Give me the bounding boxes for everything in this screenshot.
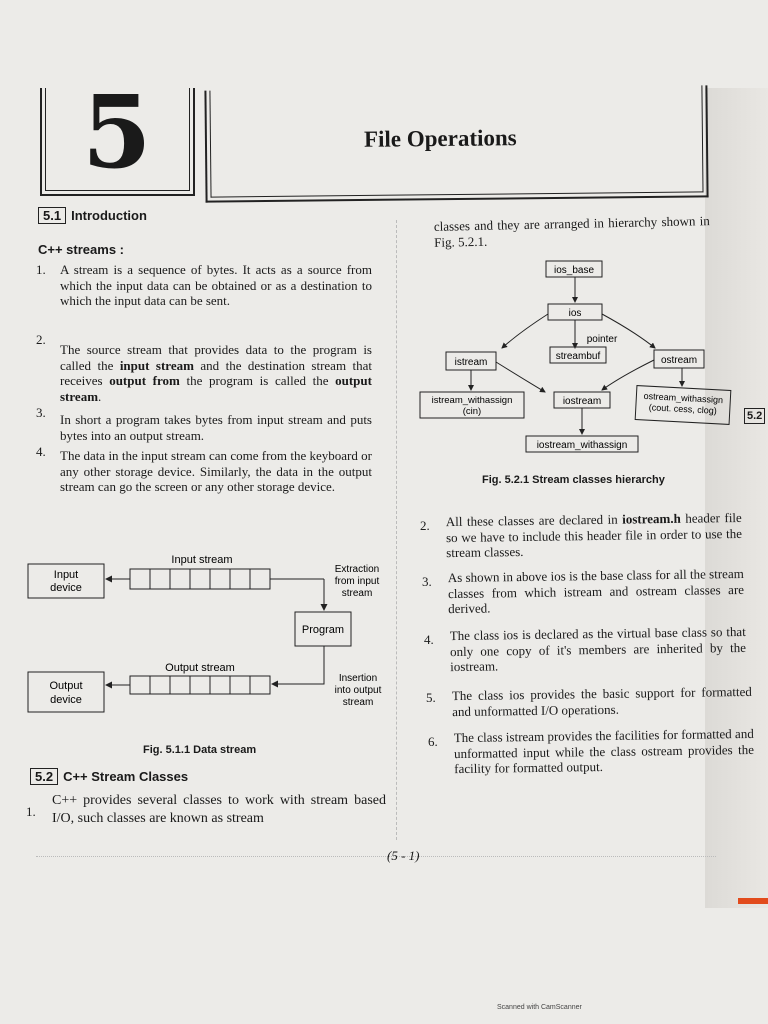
stream-classes-hierarchy-diagram <box>410 252 740 462</box>
list-item: The class ios is declared as the virtual base class so that only one copy of it's members are inherited by the iostream. <box>449 623 747 675</box>
ios-label: ios <box>568 308 582 319</box>
list-item: A stream is a sequence of bytes. It acts as a source from which the input data can be obtained or as a destination to which the input data can be sent. <box>60 262 372 308</box>
list-item: The data in the input stream can come from the keyboard or any other storage device. Similarly, the data in the output stream can go the screen or any other storage device. <box>60 448 372 494</box>
list-item: The class ios provides the basic support for formatted and unformatted I/O operations. <box>451 683 752 719</box>
program-label: Program <box>301 624 345 636</box>
input-device-label-1: Input <box>53 569 79 581</box>
output-device-label-2: device <box>50 694 82 706</box>
item-number: 3. <box>36 405 46 420</box>
edge <box>496 362 545 392</box>
extraction-label-2: from input <box>334 576 380 587</box>
iostream-label: iostream <box>562 396 602 407</box>
cpp-streams-subheading: C++ streams : <box>38 242 124 257</box>
istream-label: istream <box>454 357 488 368</box>
margin-section-tab: 5.2 <box>744 408 765 424</box>
streambuf-label: streambuf <box>555 351 601 362</box>
input-stream-bar <box>130 569 270 589</box>
item-number: 2. <box>420 518 430 533</box>
item-number: 3. <box>422 574 432 589</box>
item-number: 4. <box>424 632 434 647</box>
list-item: All these classes are declared in iostream.h header file so we have to include this header file in order to use the stream classes. <box>445 509 743 561</box>
item-number: 1. <box>36 262 46 277</box>
list-item: In short a program takes bytes from input stream and puts bytes into an output stream. <box>60 412 372 443</box>
iostream-withassign-label: iostream_withassign <box>536 440 628 451</box>
output-device-label-1: Output <box>49 680 83 692</box>
ostream-withassign-label-2: (cout. cess, clog) <box>648 402 718 416</box>
orange-strip <box>738 898 768 904</box>
section-number: 5.1 <box>38 207 66 224</box>
item-number: 4. <box>36 444 46 459</box>
list-item: C++ provides several classes to work with stream based I/O, such classes are known as stream <box>52 793 386 826</box>
arrow <box>272 646 324 684</box>
item-number: 6. <box>428 734 438 749</box>
page-number: (5 - 1) <box>387 848 420 863</box>
footer-rule <box>36 856 716 857</box>
list-item: The class istream provides the facilities for formatted and unformatted input while the class ostream provides the facility for formatted output. <box>453 725 755 777</box>
chapter-title: File Operations <box>363 125 517 152</box>
extraction-label-1: Extraction <box>334 564 380 575</box>
column-divider <box>396 220 397 840</box>
continued-paragraph: classes and they are arranged in hierarchy shown in Fig. 5.2.1. <box>433 213 710 250</box>
data-stream-diagram <box>20 548 400 728</box>
fig-5-2-1-caption: Fig. 5.2.1 Stream classes hierarchy <box>482 474 665 486</box>
istream-withassign-label-1: istream_withassign <box>431 395 513 406</box>
ostream-label: ostream <box>660 355 698 366</box>
section-5-1-heading <box>38 207 147 225</box>
ostream-withassign-label-1: ostream_withassign <box>643 390 724 406</box>
input-stream-label: Input stream <box>171 554 233 566</box>
ios-base-label: ios_base <box>553 265 595 276</box>
output-device-box <box>28 672 104 712</box>
list-item: As shown in above ios is the base class for all the stream classes from which istream and ostream classes are derived. <box>447 565 745 617</box>
item-number: 2. <box>36 332 46 347</box>
insertion-label-1: Insertion <box>338 673 378 684</box>
fig-5-1-1-caption: Fig. 5.1.1 Data stream <box>143 744 257 756</box>
output-stream-bar <box>130 676 270 694</box>
edge <box>502 314 548 348</box>
section-title: C++ Stream Classes <box>63 769 189 784</box>
output-stream-label: Output stream <box>165 662 235 674</box>
pointer-label: pointer <box>586 334 618 345</box>
section-title: Introduction <box>71 208 147 223</box>
scanner-watermark: Scanned with CamScanner <box>497 1004 582 1011</box>
chapter-number: 5 <box>82 73 152 191</box>
adjacent-page-edge <box>705 88 768 908</box>
insertion-label-2: into output <box>334 685 382 696</box>
item-number: 1. <box>26 804 36 819</box>
section-5-2-heading <box>30 768 188 786</box>
insertion-label-3: stream <box>342 697 374 708</box>
input-device-label-2: device <box>50 582 82 594</box>
istream-withassign-label-2: (cin) <box>462 406 482 417</box>
section-number: 5.2 <box>30 768 58 785</box>
extraction-label-3: stream <box>341 588 373 599</box>
list-item: The source stream that provides data to the program is called the input stream and the destination stream that receives output from the program is called the output stream. <box>60 342 373 404</box>
item-number: 5. <box>426 690 436 705</box>
edge <box>602 360 654 390</box>
